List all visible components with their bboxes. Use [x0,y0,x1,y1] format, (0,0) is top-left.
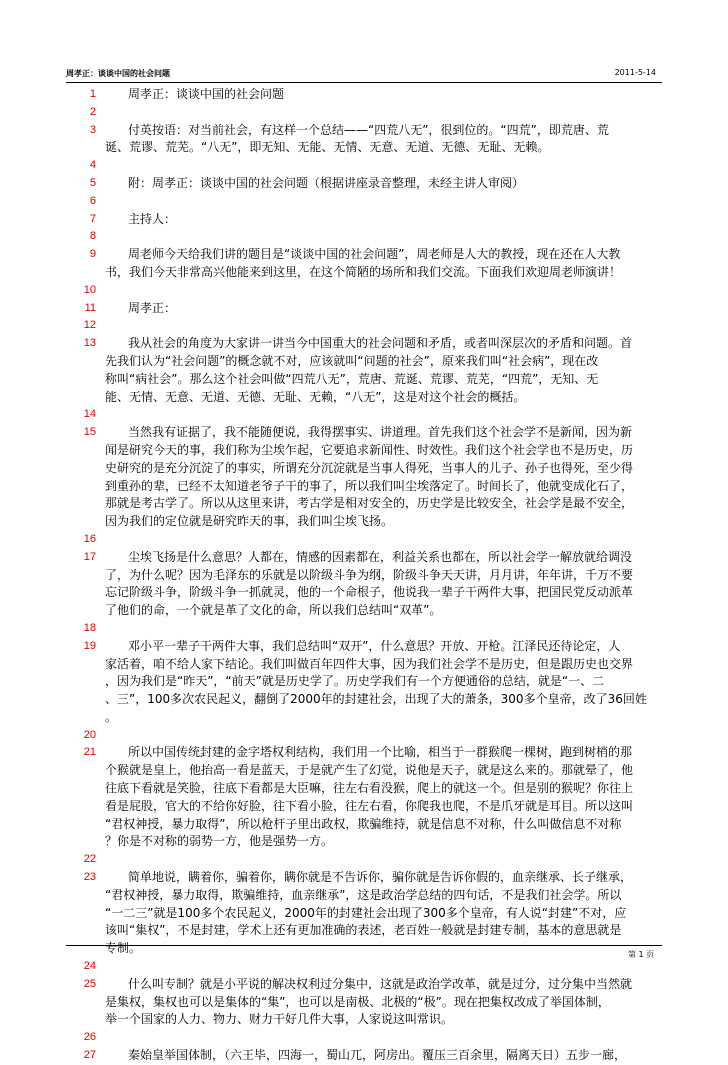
text-line [0,495,728,513]
line-number: 13 [83,337,96,350]
text-line [0,1029,728,1047]
line-number: 26 [83,1031,96,1044]
line-number: 2 [89,105,96,118]
text-line [0,513,728,531]
text-line [0,584,728,602]
text-line [0,691,728,709]
text-line [0,371,728,389]
line-number: 23 [83,871,96,884]
document-body [0,86,728,1065]
text-line [0,922,728,940]
text-line [0,424,728,442]
header-rule [66,82,662,83]
line-number: 14 [83,408,96,421]
text-line [0,833,728,851]
line-text: 我从社会的角度为大家讲一讲当今中国重大的社会问题和矛盾，或者叫深层次的矛盾和问题。首 [128,336,633,351]
footer-rule [66,945,662,946]
text-line [0,478,728,496]
text-line [0,264,728,282]
line-number: 25 [83,977,96,990]
line-text: 、三”，100多次农民起义，翻倒了2000年的封建社会，出现了大的萧条，300多个皇帝，改了36回姓 [105,692,647,707]
line-text: 当然我有证据了，我不能随便说，我得摆事实、讲道理。首先我们这个社会学不是新闻，因为新 [128,425,633,440]
text-line [0,353,728,371]
line-text: 附：周孝正：谈谈中国的社会问题（根据讲座录音整理，未经主讲人审阅） [128,175,525,190]
text-line [0,994,728,1012]
line-number: 18 [83,621,96,634]
text-line [0,175,728,193]
line-text: 了他们的命，一个就是革了文化的命，所以我们总结叫“双革”。 [105,603,442,618]
line-number: 12 [83,319,96,332]
line-number: 7 [89,212,96,225]
line-text: ？你是不对称的弱势一方，他是强势一方。 [105,834,334,849]
text-line [0,104,728,122]
line-text: 秦始皇举国体制，（六王毕，四海一，蜀山兀，阿房出。覆压三百余里，隔离天日）五步一廊， [128,1048,627,1063]
text-line [0,727,728,745]
line-text: 该叫“集权”，不是封建，学术上还有更加准确的表述，老百姓一般就是封建专制，基本的意思就是 [105,923,622,938]
text-line [0,905,728,923]
line-text: 闻是研究今天的事，我们称为尘埃乍起，它要追求新闻性、时效性。我们这个社会学也不是历史，历 [105,442,634,457]
line-number: 16 [83,532,96,545]
text-line [0,442,728,460]
line-number: 1 [89,88,96,100]
text-line [0,780,728,798]
line-text: 诞、荒谬、荒芜。“八无”，即无知、无能、无情、无意、无道、无德、无耻、无赖。 [105,140,550,155]
text-line [0,940,728,958]
text-line [0,656,728,674]
text-line [0,389,728,407]
line-text: 看是屁股，官大的不给你好脸，往下看小脸，往左右看，你爬我也爬，不是爪牙就是耳目。所以这叫 [105,798,634,813]
text-line [0,157,728,175]
line-number: 24 [83,960,96,973]
line-text: 主持人： [128,211,177,226]
text-line [0,228,728,246]
line-number: 21 [83,746,96,759]
line-text: 了，为什么呢？因为毛泽东的乐就是以阶级斗争为纲，阶级斗争天天讲，月月讲，年年讲，千万不要 [105,567,634,582]
line-number: 27 [83,1049,96,1062]
line-text: 专制。 [105,941,142,956]
line-text: 什么叫专制？就是小平说的解决权利过分集中，这就是政治学改革，就是过分，过分集中当然就 [128,976,633,991]
line-number: 19 [83,639,96,652]
line-number: 11 [84,301,96,314]
line-number: 10 [83,283,96,296]
text-line [0,976,728,994]
text-line [0,317,728,335]
line-text: 忘记阶级斗争，阶级斗争一抓就灵，他的一个命根子，他说我一辈子干两件大事，把国民党反动派革 [105,585,634,600]
text-line [0,531,728,549]
line-text: 简单地说，瞒着你，骗着你，瞒你就是不告诉你，骗你就是告诉你假的，血亲继承、长子继承， [128,870,633,885]
page-number: 第 1 页 [628,950,655,959]
line-text: 周孝正：谈谈中国的社会问题 [128,87,285,101]
text-line [0,335,728,353]
line-text: 个猴就是皇上，他抬高一看是蓝天，于是就产生了幻觉，说他是天子，就是这么来的。那就晕了，他 [105,763,634,778]
text-line [0,798,728,816]
text-line [0,744,728,762]
line-text: 。 [105,709,118,724]
line-number: 9 [89,248,96,261]
text-line [0,620,728,638]
line-number: 20 [83,728,96,741]
line-text: “君权神授，暴力取得，欺骗维持，血亲继承”，这是政治学总结的四句话，不是我们社会学。所以 [105,887,622,902]
line-number: 15 [83,426,96,439]
line-text: 先我们认为“社会问题”的概念就不对，应该就叫“问题的社会”，原来我们叫“社会病”，现在改 [105,353,599,368]
line-number: 3 [89,123,96,136]
text-line [0,1047,728,1065]
text-line [0,816,728,834]
line-number: 8 [89,230,96,243]
line-text: ，因为我们是“昨天”，“前天”就是历史学了。历史学我们有一个方便通俗的总结，就是“一、二 [105,674,605,689]
text-line [0,673,728,691]
line-text: 史研究的是充分沉淀了的事实，所谓充分沉淀就是当事人得死，当事人的儿子、孙子也得死，至少得 [105,460,634,475]
text-line [0,282,728,300]
header-date: 2011-5-14 [614,68,656,77]
line-text: 是集权，集权也可以是集体的“集”，也可以是南极、北极的“极”。现在把集权改成了举国体制， [105,994,610,1009]
line-number: 17 [83,550,96,563]
line-text: 周老师今天给我们讲的题目是“谈谈中国的社会问题”，周老师是人大的教授，现在还在人大教 [128,247,621,262]
line-text: 付英按语：对当前社会，有这样一个总结——“四荒八无”，很到位的。“四荒”，即荒唐、荒 [128,122,609,137]
header-title: 周孝正：谈谈中国的社会问题 [66,69,170,78]
text-line [0,638,728,656]
line-number: 6 [89,194,96,207]
line-text: 到重孙的辈，已经不太知道老爷子干的事了，所以我们叫尘埃落定了。时间长了，他就变成化石了， [105,478,634,493]
line-text: 举一个国家的人力、物力、财力干好几件大事，人家说这叫常识。 [105,1012,454,1027]
text-line [0,958,728,976]
line-text: 周孝正： [128,300,177,315]
line-text: 尘埃飞扬是什么意思？人都在，情感的因素都在，利益关系也都在，所以社会学一解放就给调没 [128,549,633,564]
text-line [0,139,728,157]
line-text: 往底下看就是笑脸，往底下看都是大臣嘛，往左右看没猴，爬上的就这一个。但是别的猴呢？你往上 [105,781,634,796]
line-text: “一二三”就是100多个农民起义，2000年的封建社会出现了300多个皇帝，有人说“封建”不对，应 [105,905,627,920]
text-line [0,709,728,727]
text-line [0,1011,728,1029]
text-line [0,122,728,140]
text-line [0,460,728,478]
line-text: 书，我们今天非常高兴他能来到这里，在这个简陋的场所和我们交流。下面我们欢迎周老师演讲！ [105,264,622,279]
text-line [0,300,728,318]
line-text: 称叫“病社会”。那么这个社会叫做“四荒八无”，荒唐、荒诞、荒谬、荒芜，“四荒”，无知、无 [105,371,599,386]
text-line [0,851,728,869]
line-text: 邓小平一辈子干两件大事，我们总结叫“双开”，什么意思？开放、开枪。江泽民还待论定，人 [128,638,621,653]
text-line [0,869,728,887]
line-number: 22 [83,853,96,866]
line-text: 所以中国传统封建的金字塔权利结构，我们用一个比喻，相当于一群猴爬一棵树，跑到树梢的那 [128,745,633,760]
text-line [0,887,728,905]
text-line [0,246,728,264]
line-number: 4 [89,159,96,172]
line-number: 5 [89,176,96,189]
text-line [0,762,728,780]
text-line [0,86,728,104]
line-text: 家活着，咱不给人家下结论。我们叫做百年四件大事，因为我们社会学不是历史，但是跟历史也交界 [105,656,634,671]
text-line [0,406,728,424]
line-text: 能、无情、无意、无道、无德、无耻、无赖，“八无”，这是对这个社会的概括。 [105,389,526,404]
text-line [0,549,728,567]
line-text: 因为我们的定位就是研究昨天的事，我们叫尘埃飞扬。 [105,514,394,529]
line-text: 那就是考古学了。所以从这里来讲，考古学是相对安全的，历史学是比较安全，社会学是最不安全， [105,496,634,511]
text-line [0,193,728,211]
text-line [0,602,728,620]
line-text: “君权神授，暴力取得”，所以枪杆子里出政权，欺骗维持，就是信息不对称，什么叫做信息不对称 [105,816,622,831]
text-line [0,211,728,229]
text-line [0,567,728,585]
